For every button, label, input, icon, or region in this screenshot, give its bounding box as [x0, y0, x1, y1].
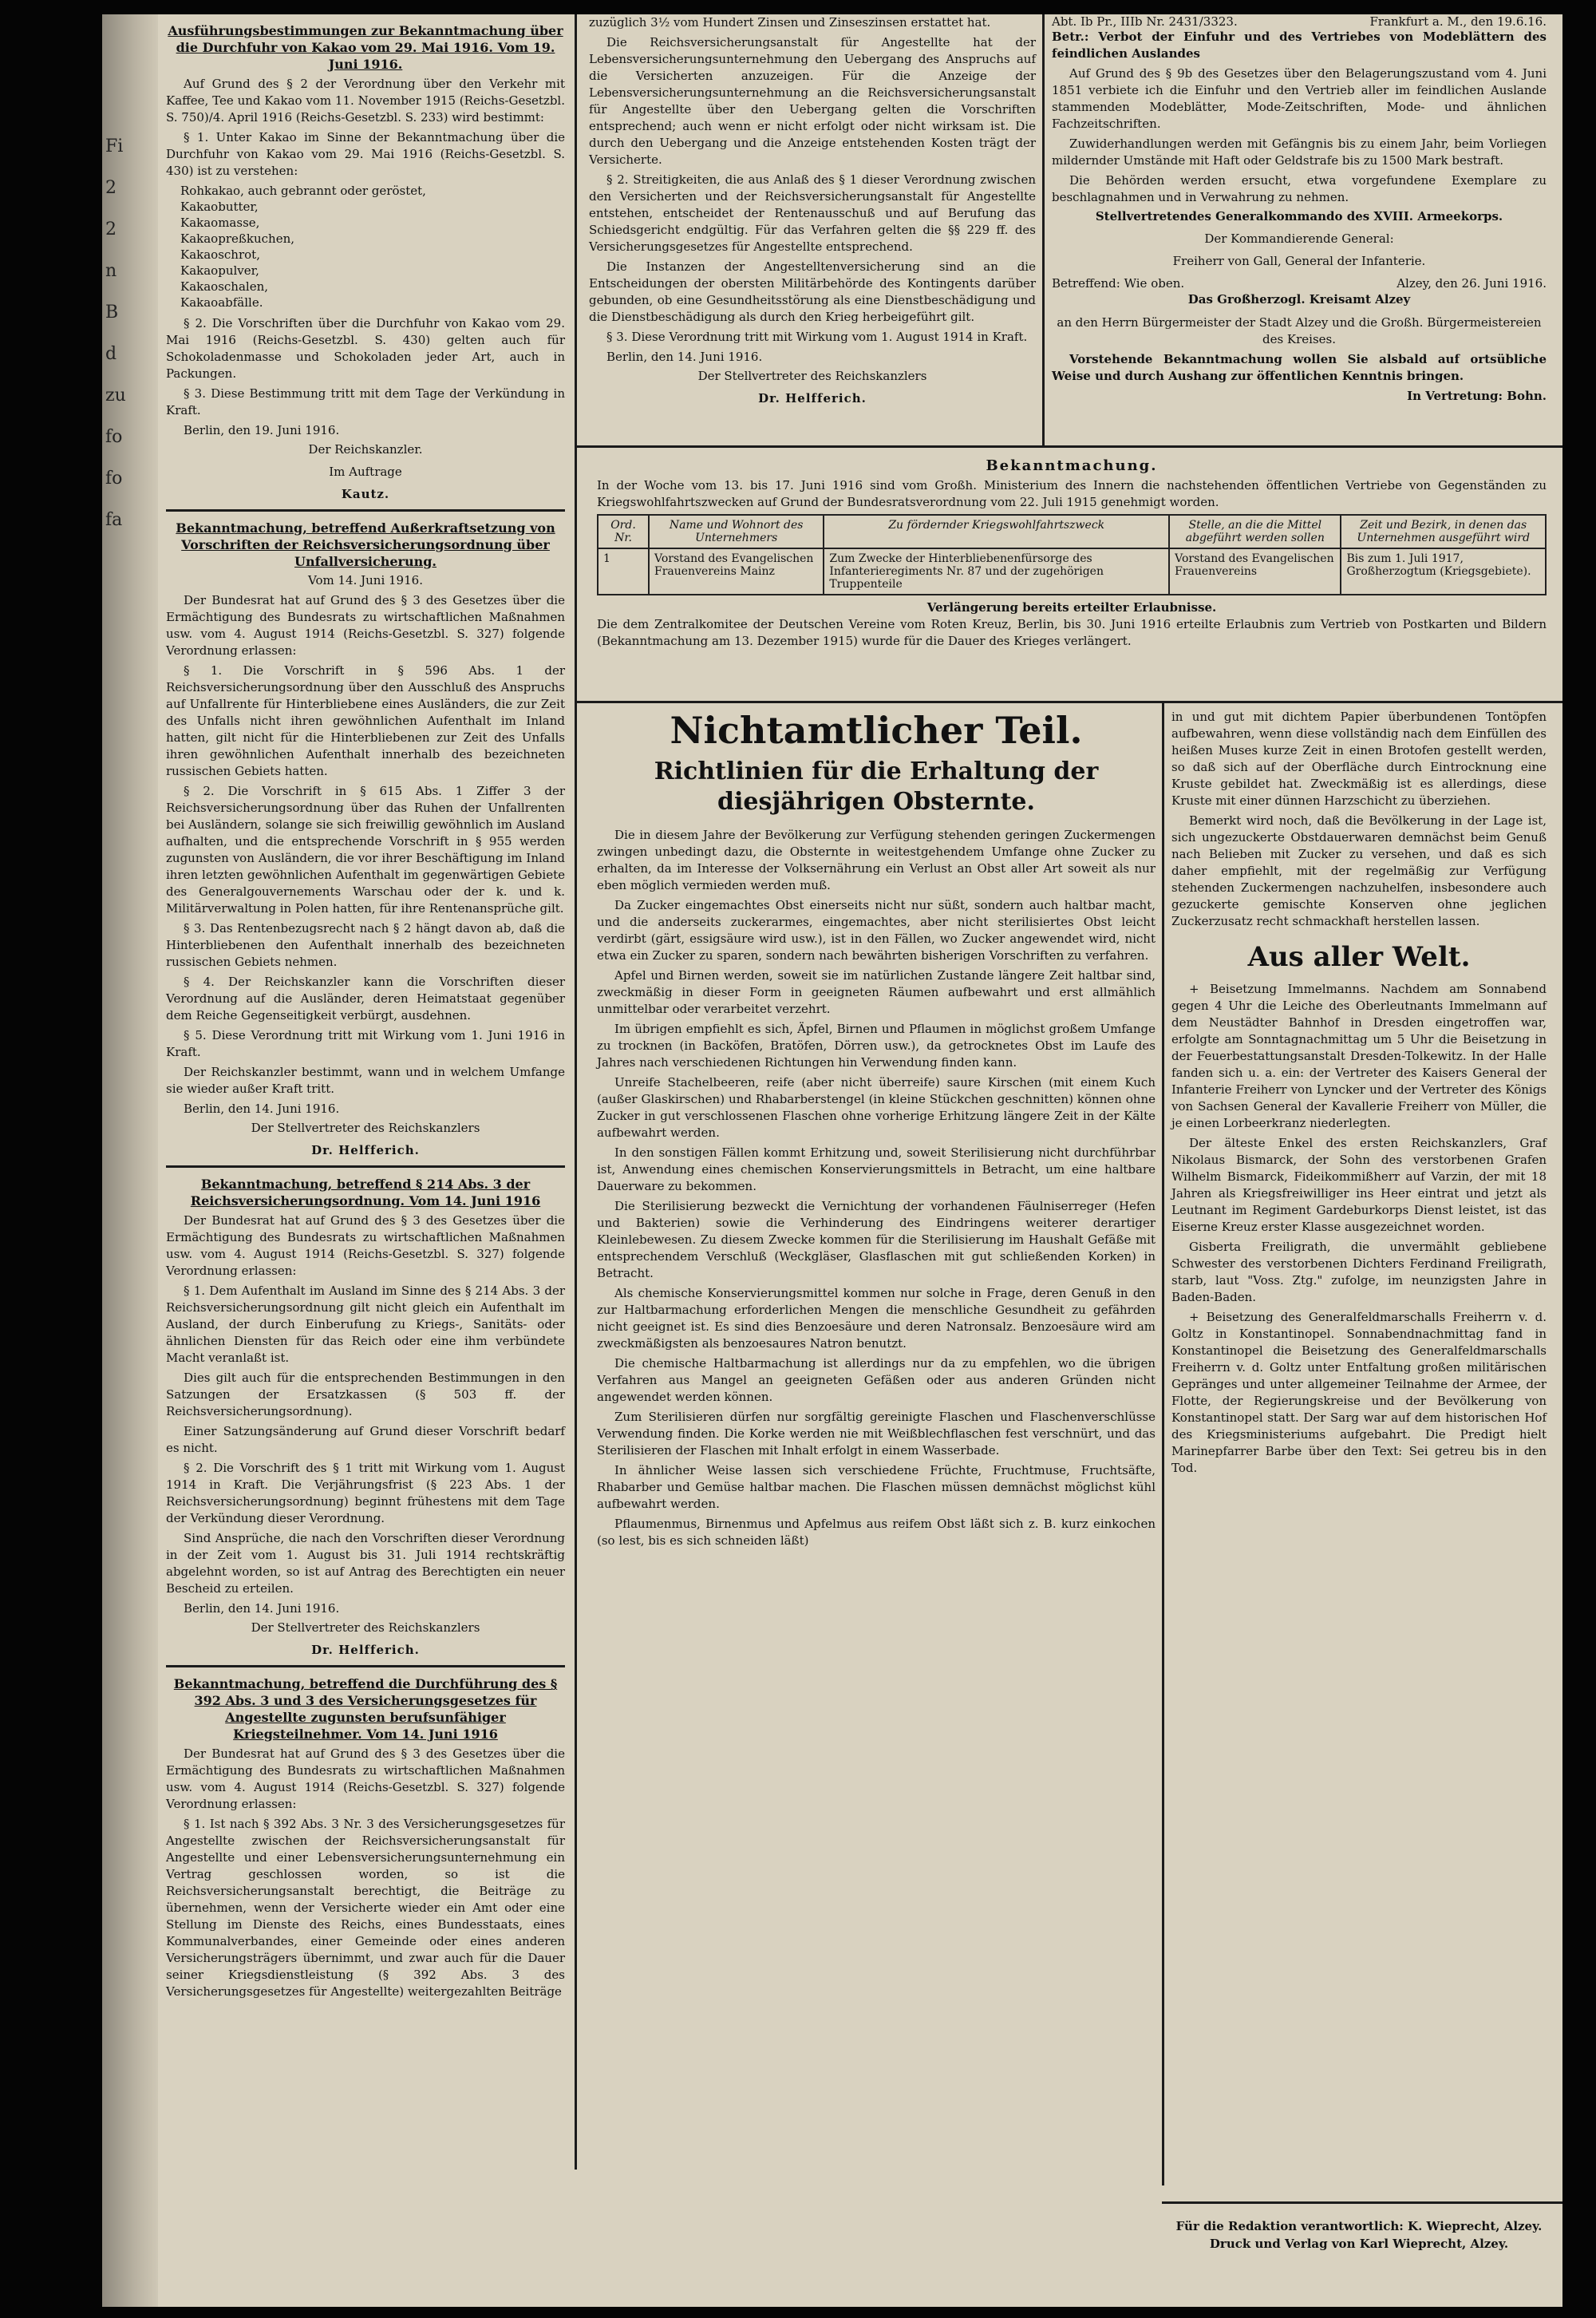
- kakao-signature-3: Kautz.: [341, 487, 390, 501]
- col2-signature-2: Dr. Helfferich.: [758, 391, 867, 405]
- vertretung-signature: In Vertretung: Bohn.: [1407, 389, 1547, 403]
- column-rule-3: [1162, 701, 1164, 2185]
- ausland-signature-1: Der Stellvertreter des Reichskanzlers: [251, 1620, 480, 1635]
- unfall-para-2: § 1. Die Vorschrift in § 596 Abs. 1 der Reichsversicherungsordnung über den Ausschluß des Anspruchs auf Unfallrente für Hinterbliebene eines Ausländers, die zur Zeit des Unfalls nicht ihren gewöhnlichen Aufenthalt im Inland hatten, gilt nicht für die Hinterbliebenen zur Zeit des Unfalls ihren gewöhnlichen Aufenthalt innerhalb des bezeichneten russischen Gebiets hatten.: [166, 663, 565, 778]
- column-obsternte: [597, 709, 1156, 2146]
- unfall-date: Vom 14. Juni 1916.: [308, 573, 423, 587]
- news-item-freiligrath: Gisberta Freiligrath, die unvermählt gebliebene Schwester des verstorbenen Dichters Ferdinand Freiligrath, starb, laut "Voss. Ztg." zufolge, im neunzigsten Jahre in Baden-Baden.: [1171, 1240, 1547, 1304]
- unfall-para-6: § 5. Diese Verordnung tritt mit Wirkung vom 1. Juni 1916 in Kraft.: [166, 1028, 565, 1059]
- betreffend-line: [1052, 276, 1547, 291]
- ausland-para-4: Einer Satzungsänderung auf Grund dieser Vorschrift bedarf es nicht.: [166, 1424, 565, 1455]
- kakao-title: Ausführungsbestimmungen zur Bekanntmachung über die Durchfuhr von Kakao vom 29. Mai 1916. Vom 19. Juni 1916.: [168, 23, 563, 72]
- col2-para-3: Die Instanzen der Angestelltenversicherung sind an die Entscheidungen der obersten Militärbehörde des Kontingents darüber gebunden, ob eine Gesundheitsstörung als eine Dienstbeschädigung und die Dienstbeschädigung als durch den Krieg herbeigeführt gilt.: [589, 259, 1036, 324]
- kakao-signature-2: Im Auftrage: [329, 465, 402, 479]
- divider: [166, 509, 565, 512]
- page-binding-edge: [102, 14, 158, 2307]
- table-header-row: [598, 515, 1546, 548]
- news-item-goltz: + Beisetzung des Generalfeldmarschalls Freiherrn v. d. Goltz in Konstantinopel. Sonnabendnachmittag fand in Konstantinopel die Beisetzung des Generalfeldmarschalls Freiherrn v. d. Goltz unter Entfaltung großen militärischen Gepränges und unter allgemeiner Teilnahme der Armee, der Flotte, der Regierungskreise und der Bevölkerung von Konstantinopel statt. Der Sarg war auf dem historischen Hof des Kriegsministeriums aufgebahrt. Die Predigt hielt Marinepfarrer Barbe über den Text: Sei getreu bis in den Tod.: [1171, 1310, 1547, 1475]
- binding-letters: Fi 2 2 n B d zu fo fo fa: [105, 136, 126, 530]
- obst-para-10: Zum Sterilisieren dürfen nur sorgfältig gereinigte Flaschen und Flaschenverschlüsse Verwendung finden. Die Korke werden nie mit Weißblechflaschen fest verschnürt, und das Sterilisieren der Flaschen mit Inhalt erfolgt in einem Wasserbade.: [597, 1410, 1156, 1458]
- ausland-place: Berlin, den 14. Juni 1916.: [184, 1601, 340, 1616]
- obst-para-11: In ähnlicher Weise lassen sich verschiedene Früchte, Fruchtmuse, Fruchtsäfte, Rhabarber und Gemüse haltbar machen. Die Flaschen müssen demnächst möglichst kühl aufbewahrt werden.: [597, 1463, 1156, 1511]
- column-rule-2: [1042, 14, 1045, 445]
- imprint-footer: [1171, 2217, 1547, 2253]
- col3-signature-2: Der Kommandierende General:: [1204, 231, 1394, 246]
- kakao-para-2: § 1. Unter Kakao im Sinne der Bekanntmachung über die Durchfuhr von Kakao vom 29. Mai 1916 (Reichs-Gesetzbl. S. 430) ist zu verstehen:: [166, 130, 565, 178]
- obst-para-4: Im übrigen empfiehlt es sich, Äpfel, Birnen und Pflaumen in möglichst großem Umfange zu trocknen (in Backöfen, Bratöfen, Dörren usw.), da getrocknetes Obst im Laufe des Jahres nach verschiedenen Richtungen hin Verwendung finden kann.: [597, 1022, 1156, 1070]
- col2-para-0: zuzüglich 3½ vom Hundert Zinsen und Zinseszinsen erstattet hat.: [589, 15, 991, 30]
- kakao-para-3: § 2. Die Vorschriften über die Durchfuhr von Kakao vom 29. Mai 1916 (Reichs-Gesetzbl. S. 430) gelten auch für Schokoladenmasse und Schokoladen jeder Art, auch in Packungen.: [166, 316, 565, 381]
- krieg-para-2: § 1. Ist nach § 392 Abs. 3 Nr. 3 des Versicherungsgesetzes für Angestellte zwischen der Reichsversicherungsanstalt für Angestellte und einer Lebensversicherungsunternehmung ein Vertrag geschlossen worden, so ist die Reichsversicherungsanstalt berechtigt, die Beiträge zu übernehmen, wenn der Versicherte wieder ein Amt oder eine Stellung im Dienste des Reichs, eines Bundesstaats, eines Kommunalverbandes, einer Gemeinde oder eines anderen Versicherungsträgers übernimmt, und zwar auch für die Dauer seiner Kriegsdienstleistung (§ 392 Abs. 3 des Versicherungsgesetzes für Angestellte) weitergezahlten Beiträge: [166, 1817, 565, 1999]
- obst-para-2: Da Zucker eingemachtes Obst einerseits nicht nur süßt, sondern auch haltbar macht, und die anderseits zuckerarmes, eingemachtes, aber nicht sterilisiertes Obst leicht verdirbt (gärt, essigsäure wird usw.), ist in den Fällen, wo Zucker angewendet wird, nicht etwa ein Zucker zu sparen, sondern nach bewährten bisherigen Vorschriften zu verfahren.: [597, 898, 1156, 963]
- ausland-title: Bekanntmachung, betreffend § 214 Abs. 3 der Reichsversicherungsordnung. Vom 14. Juni 1916: [190, 1177, 541, 1208]
- extension-text: Die dem Zentralkomitee der Deutschen Vereine vom Roten Kreuz, Berlin, bis 30. Juni 1916 erteilte Erlaubnis zum Vertrieb von Postkarten und Bildern (Bekanntmachung am 13. Dezember 1915) wurde für die Dauer des Krieges verlängert.: [597, 617, 1547, 648]
- col3-signature-3: Freiherr von Gall, General der Infanterie.: [1172, 254, 1426, 268]
- obst-cont-para-1: in und gut mit dichtem Papier überbundenen Tontöpfen aufbewahren, wenn diese vollständig nach dem Einfüllen des heißen Muses kurze Zeit in einen Brotofen gestellt werden, so daß sich auf der Oberfläche durch Eintrocknung eine Kruste gebildet hat. Zweckmäßig ist es allerdings, diese Kruste mit einer dünnen Harzschicht zu überziehen.: [1171, 710, 1547, 808]
- column-news: [1171, 709, 1547, 2146]
- ausland-para-5: § 2. Die Vorschrift des § 1 tritt mit Wirkung vom 1. August 1914 in Kraft. Die Verjährungsfrist (§ 223 Abs. 1 der Reichsversicherungsordnung) beginnt frühestens mit dem Tage der Verkündung dieser Verordnung.: [166, 1461, 565, 1525]
- unfall-title: Bekanntmachung, betreffend Außerkraftsetzung von Vorschriften der Reichsversicherungsordnung über Unfallversicherung.: [176, 520, 555, 569]
- kakao-para-4: § 3. Diese Bestimmung tritt mit dem Tage der Verkündung in Kraft.: [166, 386, 565, 417]
- obst-para-7: Die Sterilisierung bezweckt die Vernichtung der vorhandenen Fäulniserreger (Hefen und Bakterien) sowie die Verhinderung des Eindringens weiterer derartiger Kleinlebewesen. Zu diesem Zwecke kommen für die Sterilisierung im Haushalt Gefäße mit entsprechendem Verschluß (Weckgläser, Glasflaschen mit gut schließenden Korken) in Betracht.: [597, 1199, 1156, 1280]
- betreffend-label: Betreffend: Wie oben.: [1052, 276, 1185, 291]
- list-item: Rohkakao, auch gebrannt oder geröstet,: [180, 184, 426, 198]
- extension-title: Verlängerung bereits erteilter Erlaubnisse.: [926, 600, 1217, 615]
- unfall-signature-2: Dr. Helfferich.: [311, 1143, 420, 1157]
- ausland-para-3: Dies gilt auch für die entsprechenden Bestimmungen in den Satzungen der Ersatzkassen (§ 503 ff. der Reichsversicherungsordnung).: [166, 1371, 565, 1418]
- unfall-para-4: § 3. Das Rentenbezugsrecht nach § 2 hängt davon ab, daß die Hinterbliebenen den Aufenthalt innerhalb des bezeichneten russischen Gebiets nehmen.: [166, 921, 565, 969]
- obst-para-1: Die in diesem Jahre der Bevölkerung zur Verfügung stehenden geringen Zuckermengen zwingen unbedingt dazu, die Obsternte in weitestgehendem Umfange ohne Zucker zu erhalten, da im Interesse der Volksernährung ein Verlust an Obst aller Art soweit als nur eben möglich vermieden werden muß.: [597, 828, 1156, 892]
- kakao-list: [166, 183, 565, 311]
- col3-para-1: Auf Grund des § 9b des Gesetzes über den Belagerungszustand vom 4. Juni 1851 verbiete ich die Einfuhr und den Vertrieb aller im feindlichen Auslande stammenden Modeblätter, Mode-Zeitschriften, Mode- und ähnlichen Fachzeitschriften.: [1052, 66, 1547, 131]
- section-title-nichtamtlich: Nichtamtlicher Teil.: [670, 709, 1083, 752]
- list-item: Kakaoschrot,: [180, 247, 260, 262]
- unfall-para-3: § 2. Die Vorschrift in § 615 Abs. 1 Ziffer 3 der Reichsversicherungsordnung über das Ruhen der Unfallrenten bei Ausländern, solange sie sich freiwillig gewöhnlich im Ausland aufhalten, und die entsprechende Vorschrift in § 955 werden zugunsten von Ausländern, die vor ihrer Beschäftigung im Inland ihren letzten gewöhnlichen Aufenthalt im gegenwärtigen Gebiete des Generalgouvernements Warschau oder der k. und k. Militärverwaltung in Polen hatten, für ihre Rentenansprüche gilt.: [166, 784, 565, 916]
- krieg-para-1: Der Bundesrat hat auf Grund des § 3 des Gesetzes über die Ermächtigung des Bundesrats zu wirtschaftlichen Maßnahmen usw. vom 4. August 1914 (Reichs-Gesetzbl. S. 327) folgende Verordnung erlassen:: [166, 1746, 565, 1811]
- kakao-date: Berlin, den 19. Juni 1916.: [184, 423, 340, 437]
- col3-para-3: Die Behörden werden ersucht, etwa vorgefundene Exemplare zu beschlagnahmen und in Verwahrung zu nehmen.: [1052, 173, 1547, 204]
- horizontal-rule-2: [575, 701, 1562, 703]
- table-header: Ord. Nr.: [598, 515, 649, 548]
- article-headline-obsternte: Richtlinien für die Erhaltung der diesjährigen Obsternte.: [654, 758, 1099, 816]
- reference-line: [1052, 14, 1547, 29]
- column-right-top: [1052, 14, 1547, 437]
- section-title-aus-aller-welt: Aus aller Welt.: [1247, 941, 1471, 973]
- obst-para-3: Apfel und Birnen werden, soweit sie im natürlichen Zustande längere Zeit haltbar sind, zweckmäßig in dieser Form in geeigneten Räumen aufbewahrt und erst allmählich unmittelbar oder verarbeitet verzehrt.: [597, 968, 1156, 1016]
- imprint-publisher: Druck und Verlag von Karl Wieprecht, Alzey.: [1209, 2237, 1509, 2251]
- ausland-para-2: § 1. Dem Aufenthalt im Ausland im Sinne des § 214 Abs. 3 der Reichsversicherungsordnung gilt nicht gleich ein Aufenthalt im Ausland, der durch Einberufung zu Kriegs-, Sanitäts- oder ähnlichen Diensten für das Reich oder eine ihm verbündete Macht veranlaßt ist.: [166, 1284, 565, 1365]
- table-header: Zu fördernder Kriegswohlfahrtszweck: [824, 515, 1169, 548]
- kakao-para-1: Auf Grund des § 2 der Verordnung über den Verkehr mit Kaffee, Tee und Kakao vom 11. November 1915 (Reichs-Gesetzbl. S. 750)/4. April 1916 (Reichs-Gesetzbl. S. 233) wird bestimmt:: [166, 77, 565, 125]
- list-item: Kakaopreßkuchen,: [180, 231, 294, 246]
- horizontal-rule-1: [575, 445, 1562, 448]
- column-rule-1: [575, 14, 577, 2170]
- kreisamt-title: Das Großherzogl. Kreisamt Alzey: [1187, 292, 1411, 307]
- news-item-immelmann: + Beisetzung Immelmanns. Nachdem am Sonnabend gegen 4 Uhr die Leiche des Oberleutnants Immelmann auf dem Neustädter Bahnhof in Dresden eingetroffen war, erfolgte am Sonntagnachmittag um 5 Uhr die Beisetzung in der Feuerbestattungsanstalt Dresden-Tolkewitz. In der Halle fanden sich u. a. ein: der Vertreter des Kaisers General der Infanterie Freiherr von Lyncker und der Vertreter des Königs von Sachsen General der Kavallerie Freiherr von Müller, die je einen Lorbeerkranz niederlegten.: [1171, 982, 1547, 1130]
- table-cell: Vorstand des Evangelischen Frauenvereins: [1169, 548, 1341, 595]
- betreff-line: Betr.: Verbot der Einfuhr und des Vertriebes von Modeblättern des feindlichen Auslandes: [1052, 30, 1547, 61]
- krieg-title: Bekanntmachung, betreffend die Durchführung des § 392 Abs. 3 und 3 des Versicherungsgesetzes für Angestellte zugunsten berufsunfähiger Kriegsteilnehmer. Vom 14. Juni 1916: [173, 1676, 558, 1742]
- column-left: [166, 14, 565, 2058]
- list-item: Kakaoschalen,: [180, 279, 269, 294]
- reference-date: Frankfurt a. M., den 19.6.16.: [1369, 14, 1547, 29]
- unfall-signature-1: Der Stellvertreter des Reichskanzlers: [251, 1121, 480, 1135]
- table-cell: Zum Zwecke der Hinterbliebenenfürsorge des Infanterieregiments Nr. 87 und der zugehörigen Truppenteile: [824, 548, 1169, 595]
- col2-para-1: Die Reichsversicherungsanstalt für Angestellte hat der Lebensversicherungsunternehmung den Uebergang des Anspruchs auf die Versicherten anzuzeigen. Für die Anzeige der Lebensversicherungsunternehmung an die Reichsversicherungsanstalt für Angestellte über den Uebergang gelten die Vorschriften entsprechend; auch wenn er nicht erfolgt oder nicht wirksam ist. Die durch den Uebergang und die Anzeige entstehenden Kosten trägt der Versicherte.: [589, 35, 1036, 167]
- permits-table: [597, 514, 1547, 595]
- col3-para-2: Zuwiderhandlungen werden mit Gefängnis bis zu einem Jahr, beim Vorliegen mildernder Umstände mit Haft oder Geldstrafe bis zu 1500 Mark bestraft.: [1052, 136, 1547, 168]
- ausland-para-6: Sind Ansprüche, die nach den Vorschriften dieser Verordnung in der Zeit vom 1. August bis 31. Juli 1914 rechtskräftig abgelehnt worden, so ist auf Antrag des Berechtigten ein neuer Bescheid zu erteilen.: [166, 1531, 565, 1596]
- table-header: Name und Wohnort des Unternehmers: [649, 515, 824, 548]
- list-item: Kakaobutter,: [180, 200, 259, 214]
- alzey-date: Alzey, den 26. Juni 1916.: [1396, 276, 1547, 291]
- ausland-para-1: Der Bundesrat hat auf Grund des § 3 des Gesetzes über die Ermächtigung des Bundesrats zu wirtschaftlichen Maßnahmen usw. vom 4. August 1914 (Reichs-Gesetzbl. S. 327) folgende Verordnung erlassen:: [166, 1213, 565, 1278]
- obst-para-5: Unreife Stachelbeeren, reife (aber nicht überreife) saure Kirschen (mit einem Kuch (außer Glaskirschen) und Rhabarberstengel (in kleine Stückchen geschnitten) können ohne Zucker in gut verschlossenen Flaschen ohne vorherige Erhitzung längere Zeit in der Kälte aufbewahrt werden.: [597, 1075, 1156, 1140]
- unfall-para-7: Der Reichskanzler bestimmt, wann und in welchem Umfange sie wieder außer Kraft tritt.: [166, 1065, 565, 1096]
- table-cell: 1: [598, 548, 649, 595]
- ausland-signature-2: Dr. Helfferich.: [311, 1643, 420, 1657]
- column-middle-top: [589, 14, 1036, 437]
- obst-para-9: Die chemische Haltbarmachung ist allerdings nur da zu empfehlen, wo die übrigen Verfahren aus Mangel an geeigneten Gefäßen oder aus anderen Gründen nicht angewendet werden können.: [597, 1356, 1156, 1404]
- col3-signature-1: Stellvertretendes Generalkommando des XVIII. Armeekorps.: [1095, 209, 1503, 223]
- obst-para-12: Pflaumenmus, Birnenmus und Apfelmus aus reifem Obst läßt sich z. B. kurz einkochen (so lest, bis es sich schneiden läßt): [597, 1517, 1156, 1548]
- bekanntmachung-intro: In der Woche vom 13. bis 17. Juni 1916 sind vom Großh. Ministerium des Innern die nachstehenden öffentlichen Vertriebe von Gegenständen zu Kriegswohlfahrtszwecken auf Grund der Bundesratsverordnung vom 22. Juli 1915 genehmigt worden.: [597, 478, 1547, 509]
- bekanntmachung-title: Bekanntmachung.: [986, 457, 1158, 474]
- table-cell: Bis zum 1. Juli 1917, Großherzogtum (Kriegsgebiete).: [1341, 548, 1546, 595]
- kreisamt-para: an den Herrn Bürgermeister der Stadt Alzey und die Großh. Bürgermeistereien des Kreises.: [1057, 315, 1542, 346]
- unfall-para-1: Der Bundesrat hat auf Grund des § 3 des Gesetzes über die Ermächtigung des Bundesrats zu wirtschaftlichen Maßnahmen usw. vom 4. August 1914 (Reichs-Gesetzbl. S. 327) folgende Verordnung erlassen:: [166, 593, 565, 658]
- bekanntmachung-block: [597, 457, 1547, 697]
- col2-para-4: § 3. Diese Verordnung tritt mit Wirkung vom 1. August 1914 in Kraft.: [606, 330, 1028, 344]
- col2-signature-1: Der Stellvertreter des Reichskanzlers: [697, 369, 927, 383]
- kakao-signature-1: Der Reichskanzler.: [308, 442, 423, 457]
- obst-cont-para-2: Bemerkt wird noch, daß die Bevölkerung in der Lage ist, sich ungezuckerte Obstdauerwaren demnächst beim Genuß nach Belieben mit Zucker zu versehen, und daß es sich daher empfiehlt, mit der regelmäßig zur Verfügung stehenden Zuckermengen nachzuhelfen, insbesondere auch gezuckerte gemischte Konserven ohne jeglichen Zuckerzusatz recht schmackhaft herstellen lassen.: [1171, 813, 1547, 928]
- table-header: Zeit und Bezirk, in denen das Unternehmen ausgeführt wird: [1341, 515, 1546, 548]
- horizontal-rule-3: [1162, 2201, 1562, 2204]
- table-row: [598, 548, 1546, 595]
- list-item: Kakaoabfälle.: [180, 295, 263, 310]
- col2-para-2: § 2. Streitigkeiten, die aus Anlaß des § 1 dieser Verordnung zwischen den Versicherten und der Reichsversicherungsanstalt für Angestellte entstehen, entscheidet der Rentenausschuß und auf Berufung das Schiedsgericht endgültig. Für das Verfahren gelten die §§ 229 ff. des Versicherungsgesetzes für Angestellte entsprechend.: [589, 172, 1036, 254]
- imprint-editor: Für die Redaktion verantwortlich: K. Wieprecht, Alzey.: [1175, 2219, 1543, 2233]
- list-item: Kakaomasse,: [180, 216, 260, 230]
- col2-place: Berlin, den 14. Juni 1916.: [606, 350, 763, 364]
- news-item-bismarck: Der älteste Enkel des ersten Reichskanzlers, Graf Nikolaus Bismarck, der Sohn des verstorbenen Grafen Wilhelm Bismarck, Fideikommißherr auf Varzin, der mit 18 Jahren als Kriegsfreiwilliger ins Heer eintrat und jetzt als Leutnant im Regiment Gardeburkorps Dienst leistet, ist das Eiserne Kreuz erster Klasse ausgezeichnet worden.: [1171, 1136, 1547, 1234]
- reference-number: Abt. Ib Pr., IIIb Nr. 2431/3323.: [1052, 14, 1238, 29]
- table-cell: Vorstand des Evangelischen Frauenvereins Mainz: [649, 548, 824, 595]
- table-header: Stelle, an die die Mittel abgeführt werden sollen: [1169, 515, 1341, 548]
- kreisamt-para-2: Vorstehende Bekanntmachung wollen Sie alsbald auf ortsübliche Weise und durch Aushang zur öffentlichen Kenntnis bringen.: [1052, 352, 1547, 383]
- unfall-place: Berlin, den 14. Juni 1916.: [184, 1102, 340, 1116]
- obst-para-6: In den sonstigen Fällen kommt Erhitzung und, soweit Sterilisierung nicht durchführbar ist, Anwendung eines chemischen Konservierungsmittels in Betracht, um eine haltbare Dauerware zu bekommen.: [597, 1145, 1156, 1193]
- list-item: Kakaopulver,: [180, 263, 259, 278]
- obst-para-8: Als chemische Konservierungsmittel kommen nur solche in Frage, deren Genuß in den zur Haltbarmachung erforderlichen Mengen die menschliche Gesundheit zu gefährden nicht geeignet ist. Es sind dies Benzoesäure und deren Natronsalz. Benzoesäure wird am zweckmäßigsten als benzoesaures Natron benutzt.: [597, 1286, 1156, 1351]
- divider: [166, 1665, 565, 1667]
- newspaper-page: [102, 14, 1562, 2307]
- unfall-para-5: § 4. Der Reichskanzler kann die Vorschriften dieser Verordnung auf die Ausländer, deren Heimatstaat gegenüber dem Reiche Gegenseitigkeit verbürgt, ausdehnen.: [166, 975, 565, 1023]
- divider: [166, 1165, 565, 1168]
